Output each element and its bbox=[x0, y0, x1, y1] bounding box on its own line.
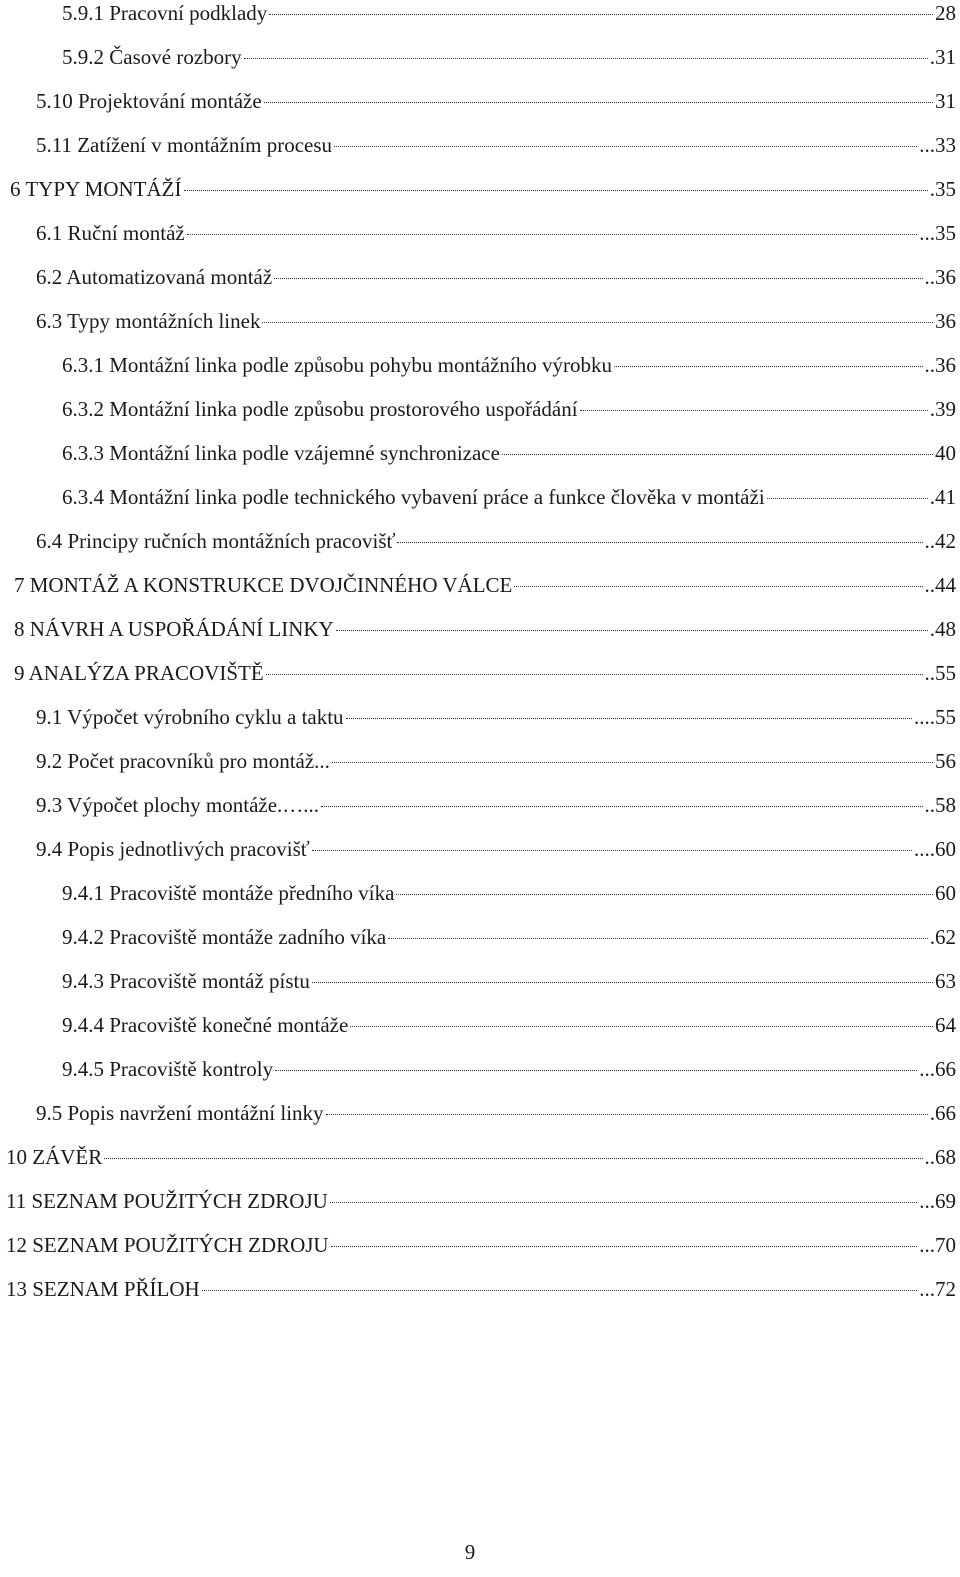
dot-leader bbox=[275, 1070, 917, 1071]
toc-entry-page: .39 bbox=[929, 397, 956, 421]
toc-entry bbox=[0, 1188, 956, 1214]
toc-entry-page: .48 bbox=[929, 617, 956, 641]
page-number: 9 bbox=[464, 1540, 476, 1564]
dot-leader bbox=[269, 14, 933, 15]
dot-leader bbox=[614, 366, 922, 367]
toc-entry-page: ..36 bbox=[924, 353, 956, 377]
toc-entry-page: .31 bbox=[929, 45, 956, 69]
dot-leader bbox=[502, 454, 933, 455]
toc-entry-page: .41 bbox=[929, 485, 956, 509]
toc-entry-title: 9.4.2 Pracoviště montáže zadního víka bbox=[62, 925, 387, 949]
toc-entry bbox=[0, 792, 956, 818]
toc-entry bbox=[0, 0, 956, 26]
toc-entry-title: 6.3.2 Montážní linka podle způsobu prostorového uspořádání bbox=[62, 397, 578, 421]
toc-entry-page: ....60 bbox=[914, 837, 956, 861]
toc-entry-title: 6 TYPY MONTÁŽÍ bbox=[10, 177, 182, 201]
toc-entry-title: 6.2 Automatizovaná montáž bbox=[36, 265, 273, 289]
toc-entry-page: 64 bbox=[935, 1013, 956, 1037]
dot-leader bbox=[262, 322, 933, 323]
dot-leader bbox=[184, 190, 928, 191]
toc-entry-page: ..55 bbox=[924, 661, 956, 685]
toc-entry-page: 40 bbox=[935, 441, 956, 465]
toc-entry bbox=[0, 1144, 956, 1170]
dot-leader bbox=[202, 1290, 918, 1291]
toc-entry-title: 6.3.3 Montážní linka podle vzájemné synchronizace bbox=[62, 441, 500, 465]
toc-entry bbox=[0, 264, 956, 290]
toc-entry-page: ....55 bbox=[914, 705, 956, 729]
toc-entry-title: 9.4.1 Pracoviště montáže předního víka bbox=[62, 881, 395, 905]
toc-entry bbox=[0, 176, 956, 202]
toc-entry bbox=[0, 440, 956, 466]
toc-entry-page: .62 bbox=[929, 925, 956, 949]
toc-entry-page: ...33 bbox=[919, 133, 956, 157]
toc-entry-title: 5.9.2 Časové rozbory bbox=[62, 45, 242, 69]
toc-entry bbox=[0, 396, 956, 422]
toc-entry bbox=[0, 836, 956, 862]
toc-entry bbox=[0, 1056, 956, 1082]
toc-entry-page: ..44 bbox=[924, 573, 956, 597]
toc-entry-title: 9.2 Počet pracovníků pro montáž... bbox=[36, 749, 330, 773]
toc-entry-page: ..42 bbox=[924, 529, 956, 553]
toc-entry bbox=[0, 880, 956, 906]
toc-entry-title: 6.1 Ruční montáž bbox=[36, 221, 185, 245]
toc-entry-page: 31 bbox=[935, 89, 956, 113]
toc-entry-title: 5.11 Zatížení v montážním procesu bbox=[36, 133, 333, 157]
toc-entry-page: ...66 bbox=[919, 1057, 956, 1081]
toc-entry-page: ...69 bbox=[919, 1189, 956, 1213]
toc-entry bbox=[0, 132, 956, 158]
toc-entry-title: 9.1 Výpočet výrobního cyklu a taktu bbox=[36, 705, 344, 729]
toc-entry bbox=[0, 968, 956, 994]
toc-entry bbox=[0, 660, 956, 686]
toc-entry bbox=[0, 748, 956, 774]
dot-leader bbox=[336, 630, 928, 631]
toc-entry bbox=[0, 220, 956, 246]
toc-entry bbox=[0, 44, 956, 70]
dot-leader bbox=[346, 718, 912, 719]
toc-entry bbox=[0, 572, 956, 598]
dot-leader bbox=[326, 1114, 928, 1115]
toc-entry-page: 28 bbox=[935, 1, 956, 25]
dot-leader bbox=[331, 1246, 918, 1247]
dot-leader bbox=[312, 850, 912, 851]
dot-leader bbox=[514, 586, 922, 587]
toc-entry-page: .66 bbox=[929, 1101, 956, 1125]
toc-entry-page: 56 bbox=[935, 749, 956, 773]
dot-leader bbox=[334, 146, 917, 147]
toc-entry-title: 13 SEZNAM PŘÍLOH bbox=[6, 1277, 200, 1301]
toc-entry-title: 9.5 Popis navržení montážní linky bbox=[36, 1101, 324, 1125]
toc-entry-title: 9.3 Výpočet plochy montáže.…... bbox=[36, 793, 320, 817]
dot-leader bbox=[332, 762, 933, 763]
toc-entry-page: ..36 bbox=[924, 265, 956, 289]
toc-entry bbox=[0, 1232, 956, 1258]
toc-entry bbox=[0, 616, 956, 642]
dot-leader bbox=[266, 674, 923, 675]
dot-leader bbox=[580, 410, 928, 411]
toc-entry-page: ...35 bbox=[919, 221, 956, 245]
toc-entry-title: 12 SEZNAM POUŽITÝCH ZDROJU bbox=[6, 1233, 329, 1257]
toc-entry-title: 5.10 Projektování montáže bbox=[36, 89, 262, 113]
toc-entry-title: 9.4.5 Pracoviště kontroly bbox=[62, 1057, 274, 1081]
dot-leader bbox=[321, 806, 922, 807]
dot-leader bbox=[264, 102, 933, 103]
dot-leader bbox=[397, 542, 922, 543]
toc-entry-page: .35 bbox=[929, 177, 956, 201]
dot-leader bbox=[312, 982, 933, 983]
dot-leader bbox=[767, 498, 928, 499]
toc-entry-page: ...72 bbox=[919, 1277, 956, 1301]
toc-entry bbox=[0, 352, 956, 378]
toc-entry-title: 8 NÁVRH A USPOŘÁDÁNÍ LINKY bbox=[14, 617, 334, 641]
toc-entry bbox=[0, 1276, 956, 1302]
toc-entry-title: 9.4.3 Pracoviště montáž pístu bbox=[62, 969, 310, 993]
toc-entry-title: 5.9.1 Pracovní podklady bbox=[62, 1, 268, 25]
toc-entry-page: 60 bbox=[935, 881, 956, 905]
toc-entry-page: 36 bbox=[935, 309, 956, 333]
dot-leader bbox=[330, 1202, 917, 1203]
toc-entry bbox=[0, 1012, 956, 1038]
toc-entry-page: ..58 bbox=[924, 793, 956, 817]
toc-entry bbox=[0, 484, 956, 510]
toc-entry-title: 6.3.4 Montážní linka podle technického vybavení práce a funkce člověka v montáži bbox=[62, 485, 765, 509]
toc-entry-page: ..68 bbox=[924, 1145, 956, 1169]
toc-entry-page: ...70 bbox=[919, 1233, 956, 1257]
toc-entry-title: 6.4 Principy ručních montážních pracovišť bbox=[36, 529, 396, 553]
toc-entry-title: 6.3 Typy montážních linek bbox=[36, 309, 261, 333]
toc-entry-title: 11 SEZNAM POUŽITÝCH ZDROJU bbox=[6, 1189, 328, 1213]
toc-entry bbox=[0, 308, 956, 334]
dot-leader bbox=[244, 58, 928, 59]
toc-entry-title: 7 MONTÁŽ A KONSTRUKCE DVOJČINNÉHO VÁLCE bbox=[14, 573, 513, 597]
dot-leader bbox=[388, 938, 928, 939]
toc-entry bbox=[0, 924, 956, 950]
dot-leader bbox=[350, 1026, 933, 1027]
dot-leader bbox=[396, 894, 933, 895]
dot-leader bbox=[274, 278, 922, 279]
toc-entry bbox=[0, 528, 956, 554]
toc-entry bbox=[0, 704, 956, 730]
toc-entry-title: 9.4 Popis jednotlivých pracovišť bbox=[36, 837, 310, 861]
toc-entry bbox=[0, 88, 956, 114]
dot-leader bbox=[187, 234, 918, 235]
toc-entry-title: 6.3.1 Montážní linka podle způsobu pohybu montážního výrobku bbox=[62, 353, 613, 377]
toc-entry-title: 9 ANALÝZA PRACOVIŠTĚ bbox=[14, 661, 264, 685]
toc-entry-title: 9.4.4 Pracoviště konečné montáže bbox=[62, 1013, 349, 1037]
toc-entry-title: 10 ZÁVĚR bbox=[6, 1145, 103, 1169]
toc-entry bbox=[0, 1100, 956, 1126]
dot-leader bbox=[104, 1158, 922, 1159]
toc-entry-page: 63 bbox=[935, 969, 956, 993]
